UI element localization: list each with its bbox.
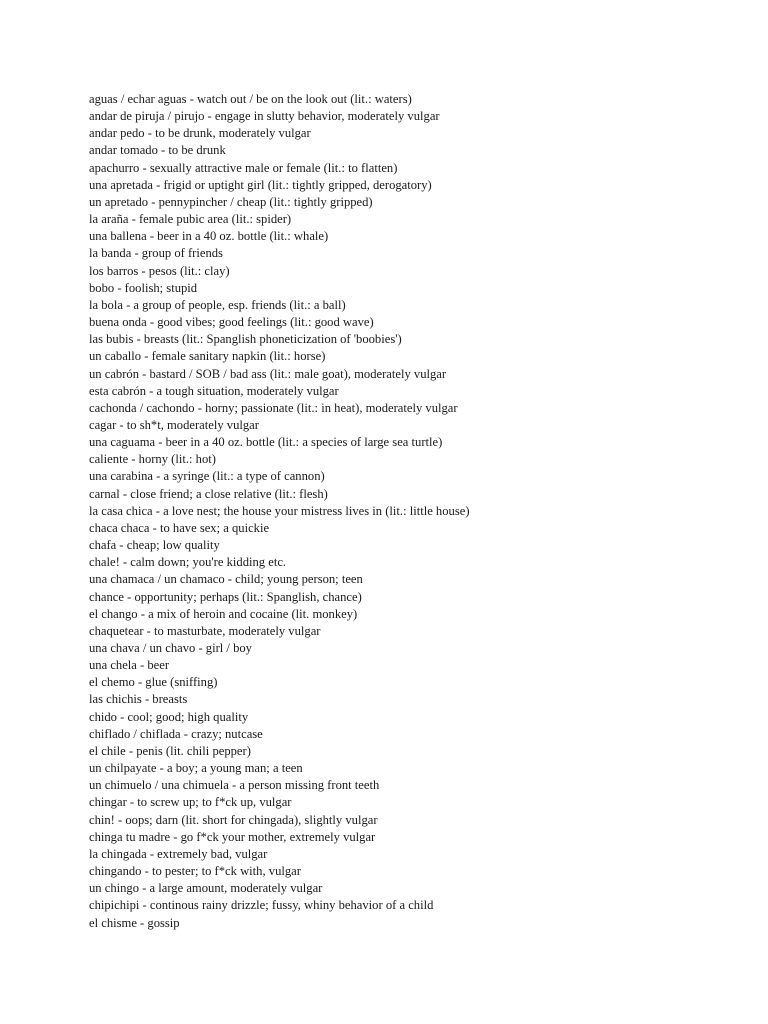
glossary-entry: el chango - a mix of heroin and cocaine (lit. monkey) <box>89 606 358 621</box>
glossary-entry: chiflado / chiflada - crazy; nutcase <box>89 726 263 741</box>
glossary-entry: chin! - oops; darn (lit. short for chingada), slightly vulgar <box>89 812 378 827</box>
glossary-entry: una ballena - beer in a 40 oz. bottle (lit.: whale) <box>89 229 329 244</box>
glossary-entry: chido - cool; good; high quality <box>89 709 249 724</box>
glossary-entry: el chile - penis (lit. chili pepper) <box>89 743 251 758</box>
glossary-entry: andar de piruja / pirujo - engage in slutty behavior, moderately vulgar <box>89 109 440 124</box>
glossary-entry: cagar - to sh*t, moderately vulgar <box>89 417 259 432</box>
glossary-entry: esta cabrón - a tough situation, moderately vulgar <box>89 383 339 398</box>
glossary-entry: andar tomado - to be drunk <box>89 143 226 158</box>
glossary-entry: la banda - group of friends <box>89 246 223 261</box>
glossary-entry: andar pedo - to be drunk, moderately vulgar <box>89 126 311 141</box>
glossary-entry: chaquetear - to masturbate, moderately vulgar <box>89 623 321 638</box>
glossary-entry: un chimuelo / una chimuela - a person missing front teeth <box>89 778 380 793</box>
glossary-entry: las chichis - breasts <box>89 692 188 707</box>
glossary-entry: una apretada - frigid or uptight girl (lit.: tightly gripped, derogatory) <box>89 177 432 192</box>
glossary-entry: un apretado - pennypincher / cheap (lit.: tightly gripped) <box>89 194 373 209</box>
glossary-entry: un chingo - a large amount, moderately vulgar <box>89 881 323 896</box>
glossary-entry: chingando - to pester; to f*ck with, vulgar <box>89 864 301 879</box>
glossary-entry: chinga tu madre - go f*ck your mother, extremely vulgar <box>89 829 376 844</box>
glossary-entry: una chela - beer <box>89 658 170 673</box>
glossary-entry: un caballo - female sanitary napkin (lit.: horse) <box>89 349 326 364</box>
glossary-entry: chingar - to screw up; to f*ck up, vulgar <box>89 795 292 810</box>
glossary-entry: cachonda / cachondo - horny; passionate (lit.: in heat), moderately vulgar <box>89 400 458 415</box>
glossary-entry: un chilpayate - a boy; a young man; a teen <box>89 761 303 776</box>
glossary-entry: chance - opportunity; perhaps (lit.: Spanglish, chance) <box>89 589 362 604</box>
glossary-entry: una chava / un chavo - girl / boy <box>89 641 252 655</box>
glossary-entry: buena onda - good vibes; good feelings (lit.: good wave) <box>89 315 374 330</box>
glossary-list <box>89 91 729 932</box>
glossary-entry: apachurro - sexually attractive male or female (lit.: to flatten) <box>89 160 398 175</box>
glossary-entry: una caguama - beer in a 40 oz. bottle (lit.: a species of large sea turtle) <box>89 435 443 450</box>
glossary-entry: una carabina - a syringe (lit.: a type of cannon) <box>89 469 325 484</box>
glossary-entry: chale! - calm down; you're kidding etc. <box>89 555 287 570</box>
glossary-entry: las bubis - breasts (lit.: Spanglish phoneticization of 'boobies') <box>89 332 402 347</box>
glossary-entry: chipichipi - continous rainy drizzle; fussy, whiny behavior of a child <box>89 898 434 913</box>
glossary-entry: la casa chica - a love nest; the house your mistress lives in (lit.: little house) <box>89 503 470 518</box>
glossary-entry: chaca chaca - to have sex; a quickie <box>89 520 270 535</box>
glossary-entry: la chingada - extremely bad, vulgar <box>89 846 268 861</box>
glossary-entry: un cabrón - bastard / SOB / bad ass (lit.: male goat), moderately vulgar <box>89 366 447 381</box>
glossary-entry: la araña - female pubic area (lit.: spider) <box>89 212 292 227</box>
glossary-entry: carnal - close friend; a close relative (lit.: flesh) <box>89 486 328 501</box>
glossary-entry: aguas / echar aguas - watch out / be on the look out (lit.: waters) <box>89 92 412 106</box>
glossary-entry: bobo - foolish; stupid <box>89 280 198 295</box>
glossary-entry: el chemo - glue (sniffing) <box>89 675 218 690</box>
glossary-entry: el chisme - gossip <box>89 915 180 930</box>
glossary-entry: la bola - a group of people, esp. friends (lit.: a ball) <box>89 297 346 312</box>
glossary-entry: los barros - pesos (lit.: clay) <box>89 263 230 278</box>
glossary-entry: caliente - horny (lit.: hot) <box>89 452 216 467</box>
glossary-entry: chafa - cheap; low quality <box>89 538 220 553</box>
glossary-entry: una chamaca / un chamaco - child; young person; teen <box>89 572 363 587</box>
